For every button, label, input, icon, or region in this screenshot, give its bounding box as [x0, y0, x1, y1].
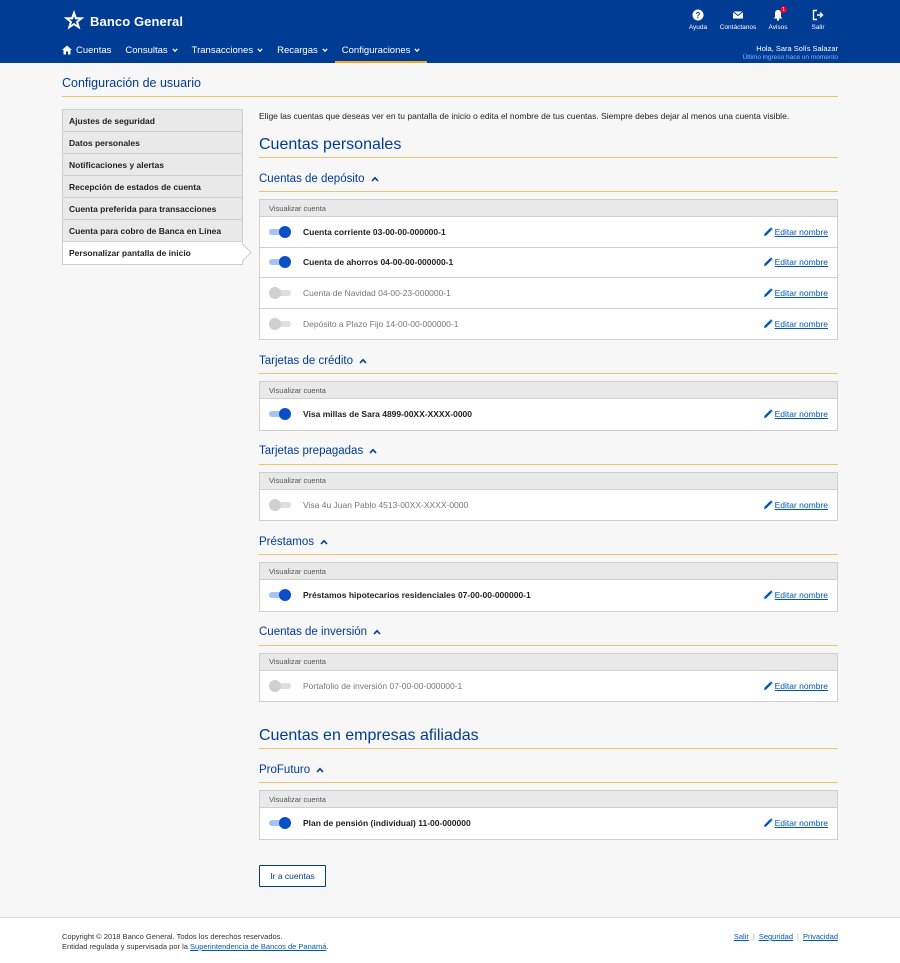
pencil-icon [763, 288, 773, 298]
toggle-knob [269, 318, 281, 330]
group-title: Cuentas de inversión [259, 626, 368, 638]
visibility-toggle[interactable] [269, 590, 291, 600]
link-separator: | [797, 932, 799, 941]
account-name: Depósito a Plazo Fijo 14-00-00-000000-1 [303, 318, 459, 329]
pencil-icon [763, 227, 773, 237]
chevron-down-icon [414, 47, 420, 53]
edit-name-label: Editar nombre [774, 226, 828, 237]
table-header: Visualizar cuenta [260, 473, 837, 490]
nav-transacciones[interactable] [185, 40, 270, 63]
group-divider [259, 782, 838, 783]
notices-badge: 1 [780, 6, 787, 13]
table-header: Visualizar cuenta [260, 200, 837, 217]
visibility-toggle[interactable] [269, 500, 291, 510]
sidebar-item-security[interactable]: Ajustes de seguridad [63, 110, 242, 132]
chevron-up-icon [359, 358, 367, 364]
chevron-down-icon [322, 47, 328, 53]
group-divider [259, 554, 838, 555]
account-name: Portafolio de inversión 07-00-00-000000-1 [303, 680, 463, 691]
pencil-icon [763, 818, 773, 828]
group-divider [259, 464, 838, 465]
sidebar-item-preferred-account[interactable]: Cuenta preferida para transacciones [63, 198, 242, 220]
help-label: Ayuda [688, 24, 708, 31]
group-title: Cuentas de depósito [259, 172, 365, 185]
table-header: Visualizar cuenta [260, 563, 837, 580]
toggle-knob [279, 817, 291, 829]
main-nav [62, 40, 427, 63]
toggle-knob [279, 589, 291, 601]
chevron-up-icon [316, 767, 324, 773]
group-title: Tarjetas prepagadas [259, 445, 364, 457]
table-header: Visualizar cuenta [260, 382, 837, 399]
chevron-down-icon [257, 47, 263, 53]
settings-sidebar [62, 109, 243, 265]
group-header-prestamos[interactable] [259, 534, 838, 549]
accounts-table-tarjetas-prepagadas [259, 472, 838, 522]
sidebar-item-personal-data[interactable]: Datos personales [63, 132, 242, 154]
account-row [260, 808, 837, 839]
account-name: Cuenta de Navidad 04-00-23-000000-1 [303, 287, 451, 298]
account-row [260, 490, 837, 521]
toggle-knob [269, 499, 281, 511]
visibility-toggle[interactable] [269, 319, 291, 329]
account-row [260, 399, 837, 430]
svg-text:?: ? [695, 11, 701, 20]
edit-name-label: Editar nombre [774, 409, 828, 420]
accounts-table-cuentas-de-inversion [259, 653, 838, 703]
header [0, 0, 900, 63]
edit-name-label: Editar nombre [774, 680, 828, 691]
contact-label: Contáctanos [719, 24, 757, 31]
nav-recargas[interactable] [270, 40, 335, 63]
footer-copyright [62, 932, 328, 952]
home-icon [62, 45, 72, 55]
toggle-knob [279, 226, 291, 238]
pencil-icon [763, 319, 773, 329]
sidebar-item-notifications[interactable]: Notificaciones y alertas [63, 154, 242, 176]
section-title-affiliated: Cuentas en empresas afiliadas [259, 727, 479, 744]
footer-link-logout[interactable]: Salir [733, 932, 749, 941]
edit-name-link[interactable] [763, 590, 828, 600]
sidebar-item-statements[interactable]: Recepción de estados de cuenta [63, 176, 242, 198]
visibility-toggle[interactable] [269, 257, 291, 267]
pencil-icon [763, 409, 773, 419]
nav-transacciones-label: Transacciones [191, 45, 254, 56]
top-actions [678, 6, 838, 31]
accounts-table-cuentas-de-deposito [259, 199, 838, 340]
footer-links [734, 932, 838, 941]
regulated-line: Entidad regulada y supervisada por la Superintendencia de Bancos de Panamá. [62, 942, 329, 951]
copyright-text: Copyright © 2018 Banco General. Todos los derechos reservados. [62, 932, 283, 941]
page-title: Configuración de usuario [62, 76, 201, 90]
nav-consultas-label: Consultas [125, 45, 168, 56]
pencil-icon [763, 500, 773, 510]
edit-name-link[interactable] [763, 409, 828, 419]
account-name: Visa millas de Sara 4899-00XX-XXXX-0000 [303, 409, 473, 420]
go-to-accounts-button[interactable]: Ir a cuentas [259, 865, 326, 887]
logout-button[interactable] [798, 9, 838, 31]
edit-name-link[interactable] [763, 500, 828, 510]
account-row [260, 217, 837, 248]
accounts-table-tarjetas-de-credito [259, 381, 838, 431]
sidebar-item-billing-account[interactable]: Cuenta para cobro de Banca en Línea [63, 220, 242, 242]
account-row [260, 671, 837, 702]
account-row [260, 248, 837, 279]
visibility-toggle[interactable] [269, 818, 291, 828]
group-header-tarjetas-de-credito[interactable] [259, 353, 838, 368]
edit-name-link[interactable] [763, 319, 828, 329]
toggle-knob [269, 287, 281, 299]
nav-cuentas[interactable] [62, 40, 118, 63]
link-separator: | [752, 932, 755, 941]
account-name: Cuenta corriente 03-00-00-000000-1 [303, 226, 446, 237]
pencil-icon [763, 257, 773, 267]
group-header-cuentas-de-deposito[interactable] [259, 171, 838, 186]
edit-name-label: Editar nombre [774, 499, 828, 510]
table-header: Visualizar cuenta [260, 654, 837, 671]
section-title-personal: Cuentas personales [259, 136, 402, 153]
chevron-up-icon [369, 448, 377, 454]
visibility-toggle[interactable] [269, 409, 291, 419]
nav-configuraciones[interactable] [335, 40, 428, 63]
group-divider [259, 373, 838, 374]
visibility-toggle[interactable] [269, 288, 291, 298]
edit-name-label: Editar nombre [774, 257, 828, 268]
star-logo-icon [62, 9, 86, 33]
group-title: Préstamos [259, 535, 314, 548]
mail-icon [732, 9, 744, 21]
brand-name: Banco General [90, 13, 184, 29]
notices-label: Avisos [768, 24, 788, 31]
contact-button[interactable] [718, 9, 758, 31]
section-divider [259, 157, 838, 158]
account-row [260, 309, 837, 340]
accounts-table-prestamos [259, 562, 838, 612]
intro-text: Elige las cuentas que deseas ver en tu pantalla de inicio o edita el nombre de tus cuentas. Siempre debes dejar al menos una cuenta visible. [259, 111, 790, 121]
affiliated-groups [259, 762, 838, 840]
regulator-link[interactable]: Superintendencia de Bancos de Panamá [190, 942, 327, 951]
personal-groups [259, 171, 838, 702]
help-button[interactable] [678, 9, 718, 31]
nav-configuraciones-label: Configuraciones [341, 45, 411, 56]
main-content [259, 109, 838, 887]
sidebar-item-customize-home[interactable]: Personalizar pantalla de inicio [63, 242, 242, 264]
group-divider [259, 645, 838, 646]
last-login-text: Último ingreso hace un momento [742, 54, 838, 61]
edit-name-link[interactable] [763, 227, 828, 237]
toggle-knob [279, 256, 291, 268]
footer [0, 917, 900, 963]
toggle-knob [269, 680, 281, 692]
chevron-up-icon [371, 176, 379, 182]
visibility-toggle[interactable] [269, 227, 291, 237]
logout-label: Salir [811, 24, 825, 31]
nav-cuentas-label: Cuentas [76, 45, 112, 56]
greeting-text: Hola, Sara Solís Salazar [756, 44, 838, 53]
section-divider [259, 748, 838, 749]
account-name: Cuenta de ahorros 04-00-00-000000-1 [303, 257, 454, 268]
edit-name-label: Editar nombre [774, 318, 828, 329]
account-name: Préstamos hipotecarios residenciales 07-00-00-000000-1 [303, 590, 531, 601]
account-row [260, 580, 837, 611]
group-title: ProFuturo [259, 763, 311, 776]
footer-link-privacy[interactable]: Privacidad [802, 932, 838, 941]
account-row [260, 278, 837, 309]
brand-logo[interactable] [62, 9, 183, 33]
pencil-icon [763, 681, 773, 691]
edit-name-link[interactable] [763, 257, 828, 267]
title-divider [62, 96, 838, 97]
accounts-table-profuturo [259, 790, 838, 840]
group-divider [259, 191, 838, 192]
account-name: Visa 4u Juan Pablo 4513-00XX-XXXX-0000 [303, 499, 469, 510]
chevron-up-icon [373, 629, 381, 635]
logout-icon [812, 9, 824, 21]
group-header-cuentas-de-inversion[interactable] [259, 625, 838, 640]
account-name: Plan de pensión (individual) 11-00-000000 [303, 818, 471, 829]
visibility-toggle[interactable] [269, 681, 291, 691]
chevron-down-icon [172, 47, 178, 53]
group-header-tarjetas-prepagadas[interactable] [259, 444, 838, 459]
group-header-profuturo[interactable] [259, 762, 838, 777]
edit-name-link[interactable] [763, 288, 828, 298]
pencil-icon [763, 590, 773, 600]
notices-button[interactable] [758, 6, 798, 31]
edit-name-link[interactable] [763, 818, 828, 828]
table-header: Visualizar cuenta [260, 791, 837, 808]
help-icon [692, 9, 704, 21]
chevron-up-icon [320, 539, 328, 545]
toggle-knob [279, 408, 291, 420]
edit-name-label: Editar nombre [774, 818, 828, 829]
footer-link-security[interactable]: Seguridad [758, 932, 794, 941]
edit-name-label: Editar nombre [774, 287, 828, 298]
edit-name-label: Editar nombre [774, 590, 828, 601]
edit-name-link[interactable] [763, 681, 828, 691]
group-title: Tarjetas de crédito [259, 354, 353, 367]
nav-consultas[interactable] [118, 40, 184, 63]
regulated-text: Entidad regulada y supervisada por la [62, 942, 188, 951]
nav-recargas-label: Recargas [277, 45, 318, 56]
user-greeting [743, 44, 838, 61]
